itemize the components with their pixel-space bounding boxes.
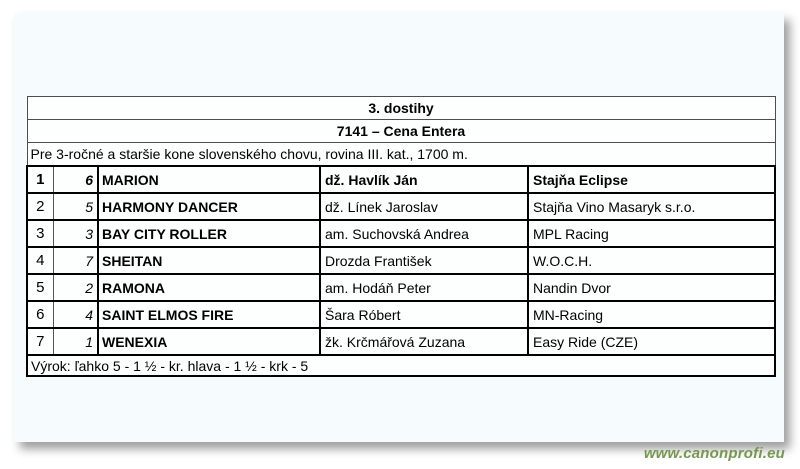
watermark-url: www.canonprofi.eu xyxy=(643,445,785,462)
stable-name: Easy Ride (CZE) xyxy=(528,328,775,355)
finish-position: 5 xyxy=(27,274,53,301)
jockey-name: Drozda František xyxy=(320,247,528,274)
verdict-row xyxy=(27,355,775,376)
jockey-name: dž. Havlík Ján xyxy=(320,166,528,193)
stable-name: W.O.C.H. xyxy=(528,247,775,274)
jockey-name: am. Hodáň Peter xyxy=(320,274,528,301)
start-number: 7 xyxy=(53,247,98,274)
horse-name: WENEXIA xyxy=(98,328,320,355)
start-number: 2 xyxy=(53,274,98,301)
horse-name: SAINT ELMOS FIRE xyxy=(98,301,320,328)
finish-position: 2 xyxy=(27,193,53,220)
start-number: 3 xyxy=(53,220,98,247)
finish-position: 3 xyxy=(27,220,53,247)
horse-name: SHEITAN xyxy=(98,247,320,274)
jockey-name: dž. Línek Jaroslav xyxy=(320,193,528,220)
stable-name: MN-Racing xyxy=(528,301,775,328)
horse-name: RAMONA xyxy=(98,274,320,301)
start-number: 4 xyxy=(53,301,98,328)
finish-position: 6 xyxy=(27,301,53,328)
race-conditions: Pre 3-ročné a staršie kone slovenského chovu, rovina III. kat., 1700 m. xyxy=(27,143,775,167)
finish-position: 7 xyxy=(27,328,53,355)
table-row xyxy=(27,328,775,355)
horse-name: BAY CITY ROLLER xyxy=(98,220,320,247)
stable-name: Stajňa Vino Masaryk s.r.o. xyxy=(528,193,775,220)
start-number: 1 xyxy=(53,328,98,355)
table-row xyxy=(27,274,775,301)
stable-name: MPL Racing xyxy=(528,220,775,247)
table-row xyxy=(27,301,775,328)
stable-name: Nandin Dvor xyxy=(528,274,775,301)
race-name-row xyxy=(27,120,775,143)
stable-name: Stajňa Eclipse xyxy=(528,166,775,193)
race-title-row xyxy=(27,97,775,120)
race-results-table xyxy=(26,96,776,377)
table-row xyxy=(27,193,775,220)
jockey-name: am. Suchovská Andrea xyxy=(320,220,528,247)
document-page xyxy=(14,13,784,442)
verdict-text: Výrok: ľahko 5 - 1 ½ - kr. hlava - 1 ½ - krk - 5 xyxy=(27,355,775,376)
jockey-name: Šara Róbert xyxy=(320,301,528,328)
horse-name: HARMONY DANCER xyxy=(98,193,320,220)
table-row xyxy=(27,247,775,274)
finish-position: 4 xyxy=(27,247,53,274)
finish-position: 1 xyxy=(27,166,53,193)
race-number-title: 3. dostihy xyxy=(27,97,775,120)
race-name: 7141 – Cena Entera xyxy=(27,120,775,143)
table-row xyxy=(27,220,775,247)
jockey-name: žk. Krčmářová Zuzana xyxy=(320,328,528,355)
start-number: 5 xyxy=(53,193,98,220)
start-number: 6 xyxy=(53,166,98,193)
race-conditions-row xyxy=(27,143,775,167)
table-row xyxy=(27,166,775,193)
horse-name: MARION xyxy=(98,166,320,193)
